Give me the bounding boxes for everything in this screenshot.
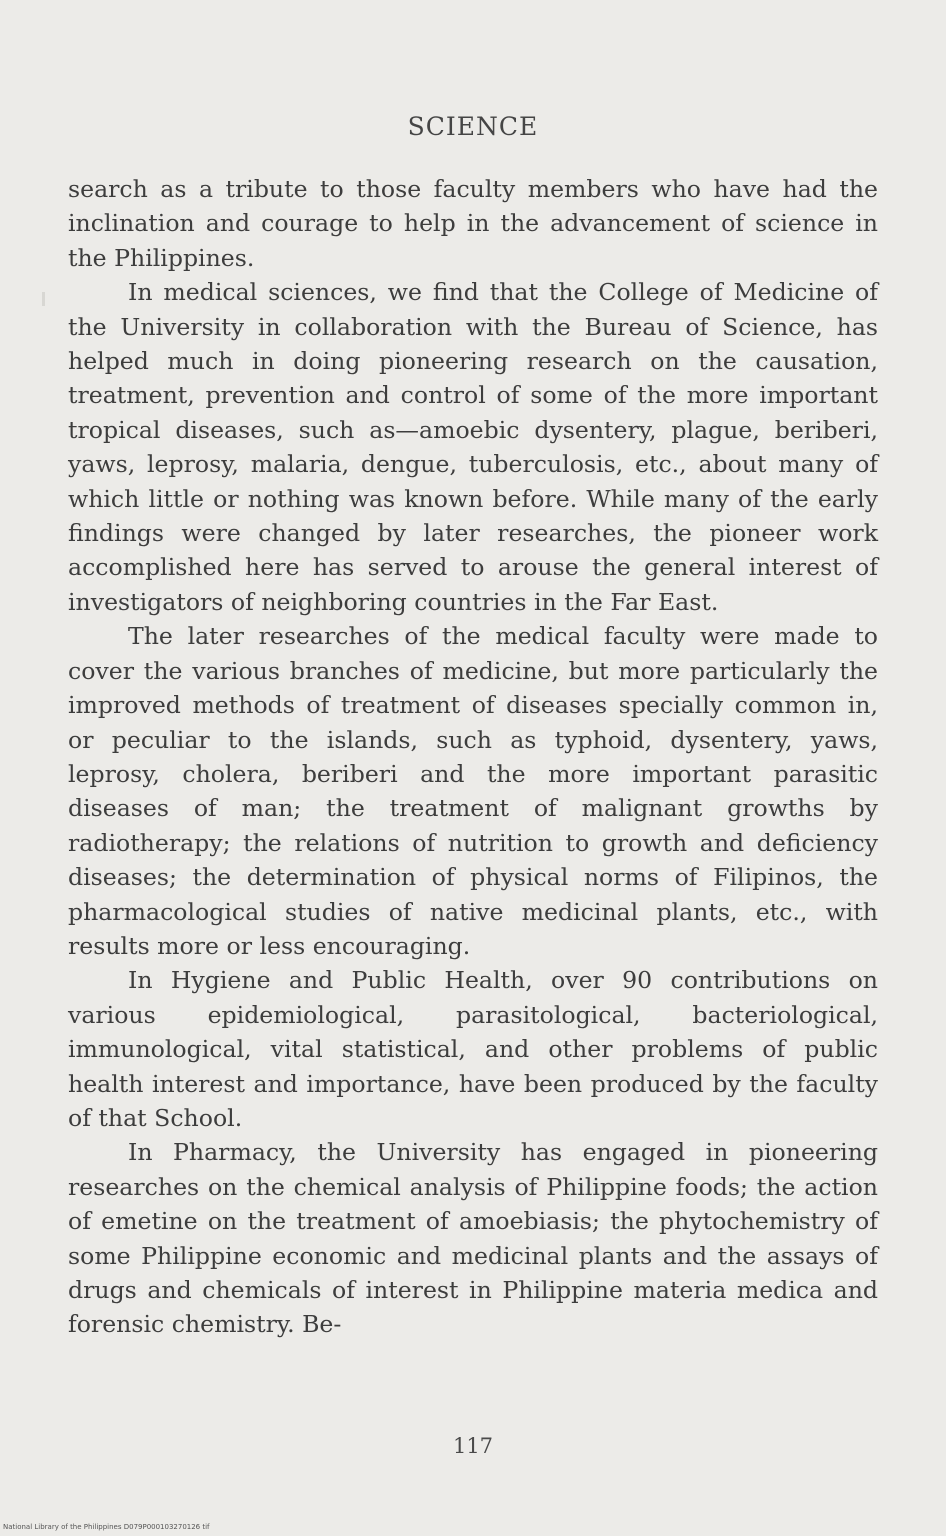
scan-credit: National Library of the Philippines D079P000103270126 tif bbox=[3, 1523, 210, 1531]
running-head: SCIENCE bbox=[407, 112, 539, 141]
paragraph-hygiene-public-health: In Hygiene and Public Health, over 90 contributions on various epidemiological, parasitological, bacteriological, immunological, vital statistical, and other problems of public health interest and importance, have been produced by the faculty of that School. bbox=[68, 966, 878, 1132]
paragraph-pharmacy: In Pharmacy, the University has engaged in pioneering researches on the chemical analysis of Philippine foods; the action of emetine on the treatment of amoebiasis; the phytochemistry of some Philippine economic and medicinal plants and the assays of drugs and chemicals of interest in Philippine materia medica and forensic chemistry. Be- bbox=[68, 1138, 878, 1339]
body-text bbox=[68, 172, 878, 1342]
margin-mark bbox=[42, 292, 45, 306]
paragraph-medical-sciences: In medical sciences, we find that the College of Medicine of the University in collaboration with the Bureau of Science, has helped much in doing pioneering research on the causation, treatment, prevention and control of some of the more important tropical diseases, such as—amoebic dysentery, plague, beriberi, yaws, leprosy, malaria, dengue, tuberculosis, etc., about many of which little or nothing was known before. While many of the early findings were changed by later researches, the pioneer work accomplished here has served to arouse the general interest of investigators of neighboring countries in the Far East. bbox=[68, 278, 878, 616]
paragraph-continued: search as a tribute to those faculty members who have had the inclination and courage to help in the advancement of science in the Philippines. bbox=[68, 175, 878, 272]
page-number: 117 bbox=[452, 1434, 494, 1458]
paragraph-later-researches: The later researches of the medical faculty were made to cover the various branches of medicine, but more particularly the improved methods of treatment of diseases specially common in, or peculiar to the islands, such as typhoid, dysentery, yaws, leprosy, cholera, beriberi and the more important parasitic diseases of man; the treatment of malignant growths by radiotherapy; the relations of nutrition to growth and deficiency diseases; the determination of physical norms of Filipinos, the pharmacological studies of native medicinal plants, etc., with results more or less encouraging. bbox=[68, 622, 878, 960]
